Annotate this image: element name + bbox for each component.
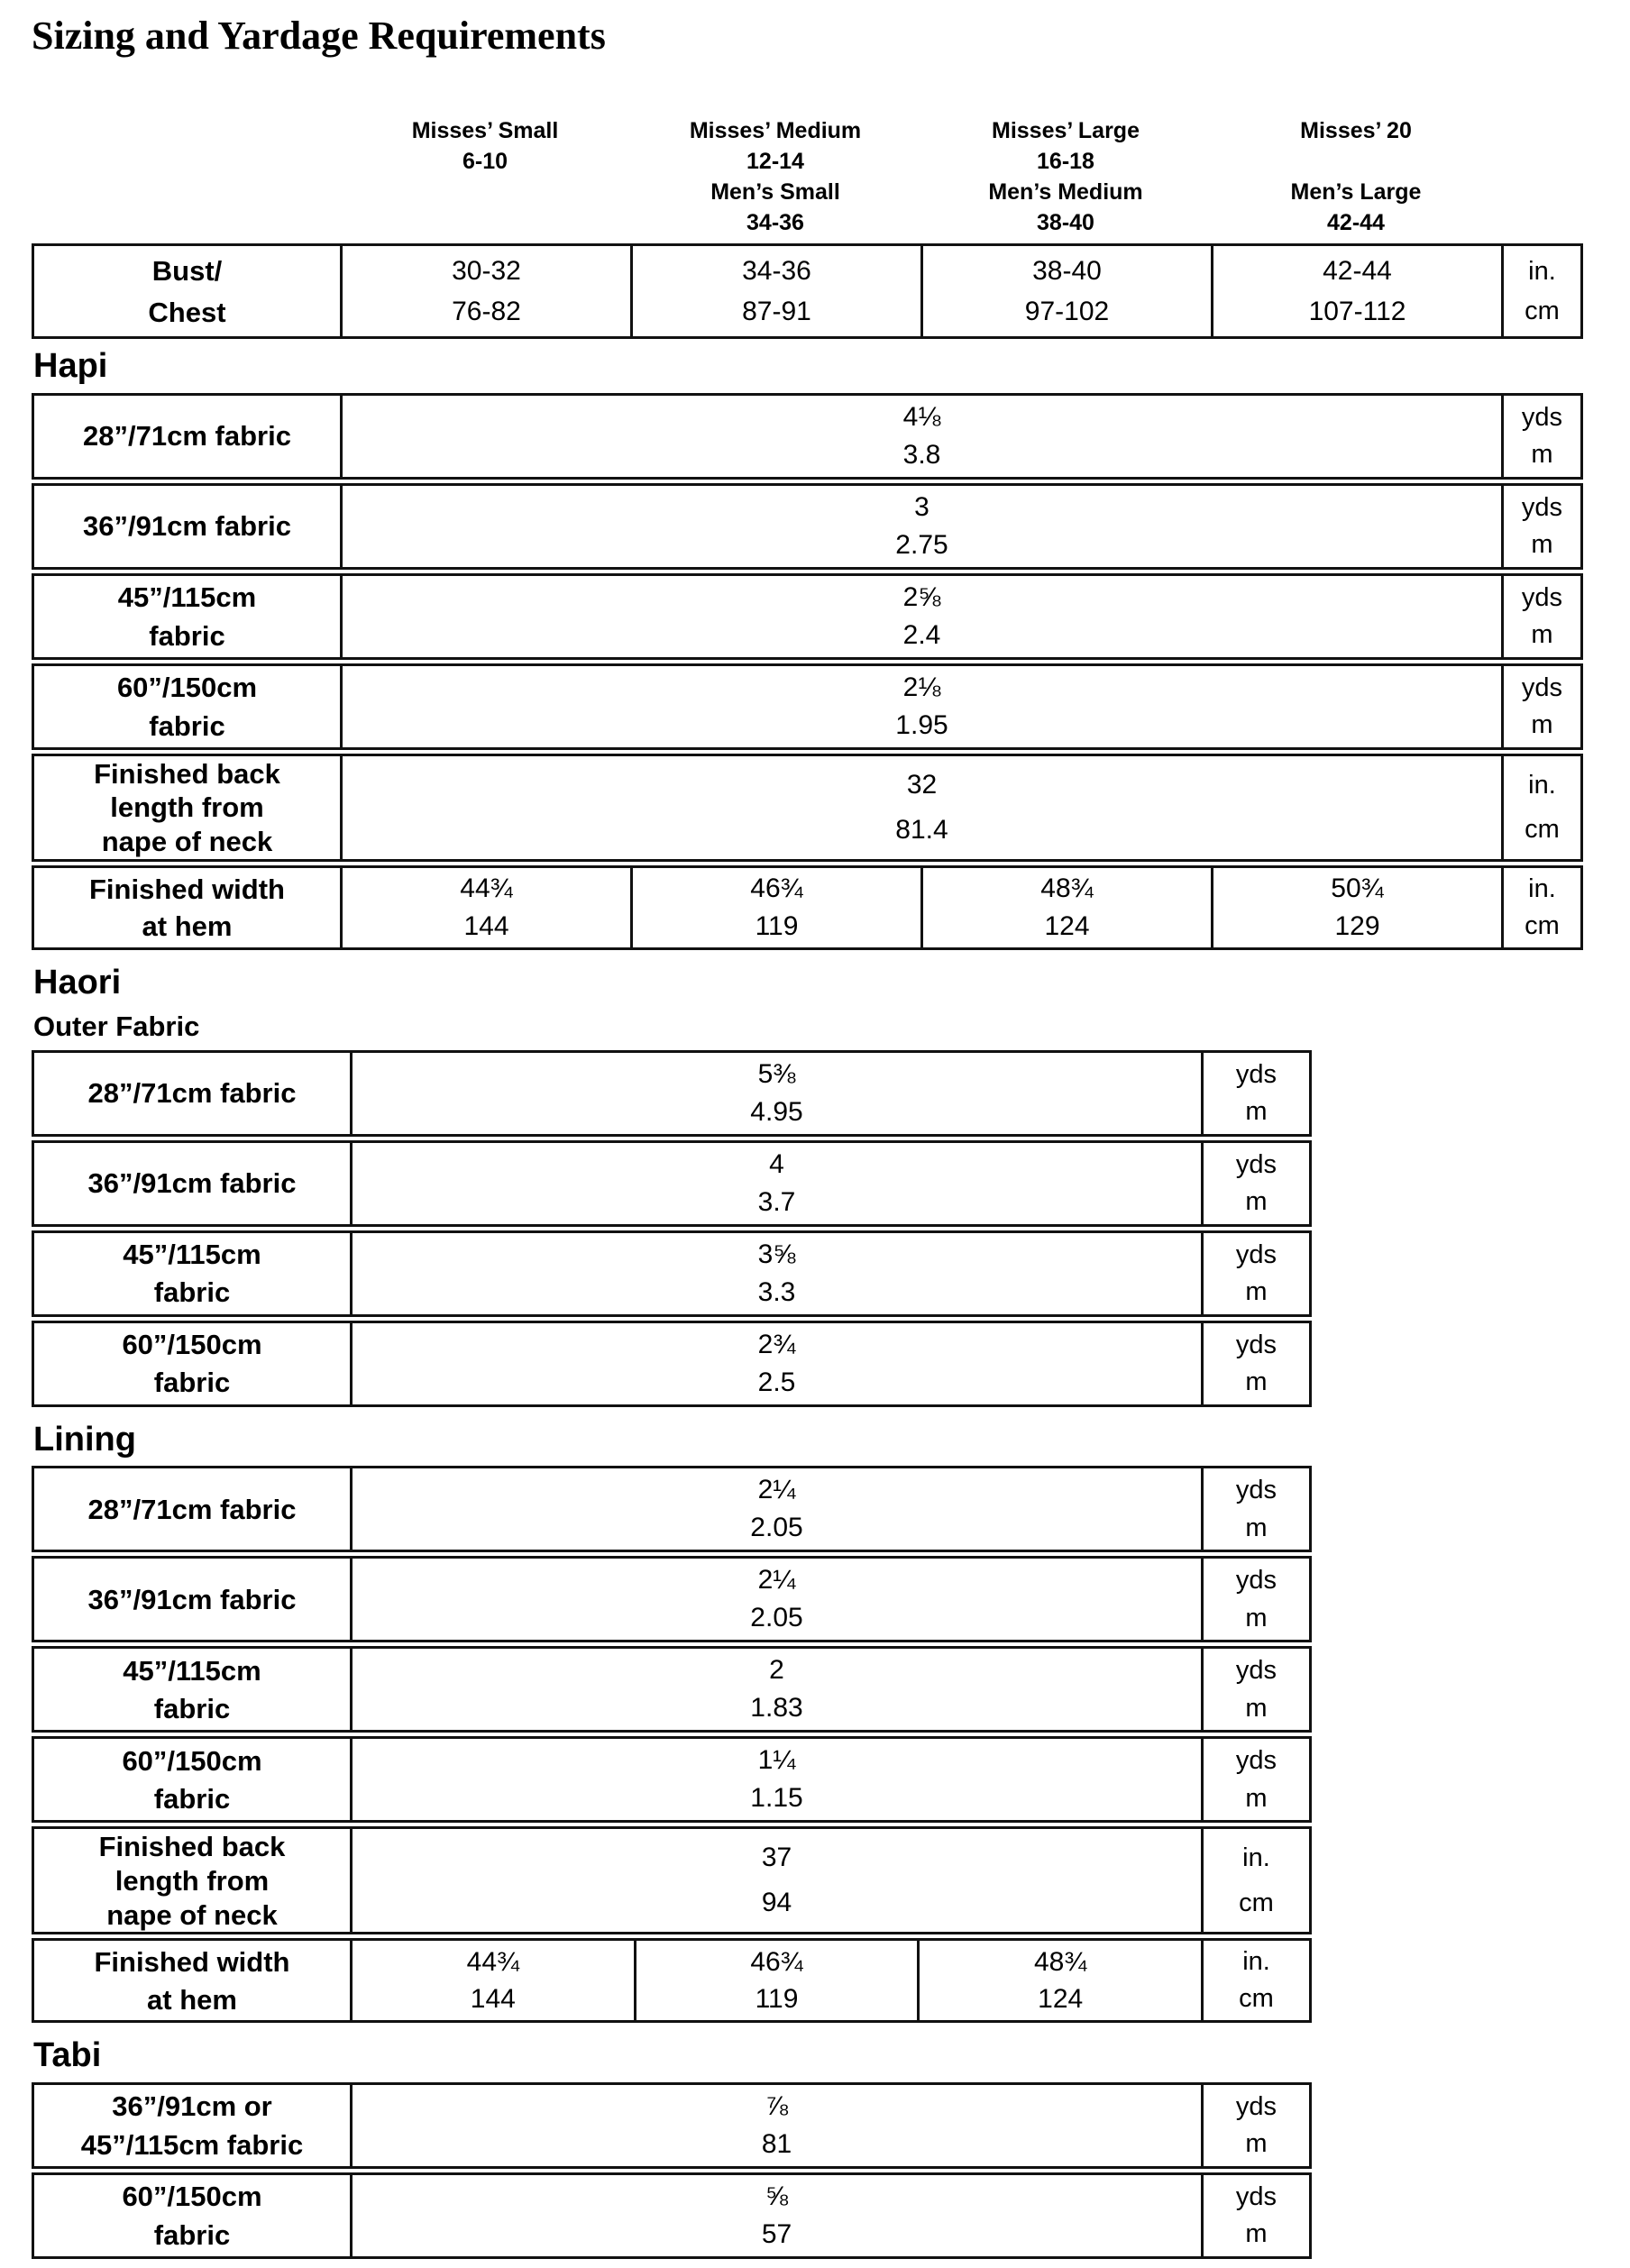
value-yards: ⅞ (765, 2090, 789, 2121)
value-inches: 48¾ (1040, 873, 1094, 904)
hapi-fabric-row-45 (32, 573, 1583, 660)
value-yards: 2⅛ (902, 672, 941, 702)
size-range (340, 207, 630, 238)
value-yards: 2¼ (757, 1475, 796, 1505)
unit-imperial: in. (1528, 874, 1556, 904)
value-yards: 5⅜ (757, 1058, 796, 1089)
size-name: Men’s Small (710, 179, 840, 206)
label-line: Finished width (89, 873, 285, 905)
value-inches: 37 (761, 1843, 792, 1873)
unit-cell (1201, 1233, 1309, 1314)
yardage-cell (350, 1739, 1201, 1820)
unit-metric: cm (1525, 911, 1560, 941)
unit-metric: cm (1525, 297, 1560, 326)
label-line: fabric (153, 1692, 231, 1724)
haori-fabric-row-36 (32, 1140, 1312, 1227)
size-name: Misses’ Small (411, 118, 559, 144)
unit-metric: m (1531, 440, 1553, 470)
row-label (34, 756, 340, 859)
unit-cell (1501, 396, 1580, 477)
yardage-cell (350, 1233, 1201, 1314)
value-meters: 3.3 (757, 1276, 796, 1307)
size-name: Misses’ Medium (689, 118, 862, 144)
value-meters: 2.4 (902, 619, 941, 650)
yardage-cell (350, 1559, 1201, 1640)
unit-metric: cm (1239, 1984, 1274, 2014)
row-label (34, 1739, 350, 1820)
value-yards: ⅝ (765, 2181, 789, 2211)
tabi-fabric-row-60 (32, 2172, 1312, 2259)
value-meters: 2.75 (895, 529, 948, 560)
label-line: 60”/150cm (122, 1744, 262, 1777)
unit-imperial: in. (1242, 1843, 1270, 1873)
lining-fabric-row-60 (32, 1736, 1312, 1823)
value-cm: 107-112 (1308, 297, 1406, 327)
yardage-cell (350, 1323, 1201, 1404)
label-line: Finished width (94, 1945, 290, 1978)
size-name: Misses’ Large (992, 118, 1140, 144)
unit-metric: m (1245, 1693, 1268, 1723)
row-label (34, 666, 340, 747)
size-name: Men’s Medium (988, 179, 1143, 206)
yardage-cell (340, 396, 1501, 477)
value-cm: 94 (761, 1888, 792, 1918)
value-inches: 46¾ (750, 1946, 803, 1977)
size-range: 12-14 (746, 149, 804, 175)
size-name: Men’s Large (1290, 179, 1422, 206)
label-line: length from (110, 791, 264, 824)
width-col-1 (340, 868, 630, 947)
haori-fabric-row-60 (32, 1321, 1312, 1407)
unit-metric: cm (1239, 1888, 1274, 1917)
row-label (34, 396, 340, 477)
row-label (34, 1559, 350, 1640)
unit-cell (1201, 1829, 1309, 1932)
label-line: 60”/150cm (122, 2181, 262, 2213)
size-range: 42-44 (1327, 210, 1385, 236)
label-line: 45”/115cm fabric (80, 2128, 304, 2161)
yardage-cell (340, 486, 1501, 567)
tabi-fabric-row-36-45 (32, 2082, 1312, 2169)
size-header-spacer (1501, 115, 1583, 238)
haori-fabric-row-28 (32, 1050, 1312, 1137)
unit-cell (1201, 1941, 1309, 2020)
hapi-back-length-row (32, 754, 1583, 862)
label-line: fabric (153, 1367, 231, 1399)
row-label (34, 1649, 350, 1730)
label-line: 45”/115cm (123, 1654, 261, 1687)
unit-metric: m (1245, 2219, 1268, 2249)
unit-cell (1501, 246, 1580, 336)
width-col-3 (917, 1941, 1201, 2020)
value-inches: 38-40 (1032, 255, 1102, 286)
unit-imperial: yds (1235, 2181, 1277, 2211)
unit-metric: m (1245, 1367, 1268, 1397)
lining-back-length-row (32, 1826, 1312, 1934)
unit-cell (1501, 868, 1580, 947)
value-inches: 32 (906, 769, 938, 800)
unit-imperial: yds (1521, 492, 1563, 522)
unit-imperial: yds (1235, 2091, 1277, 2121)
label-line: fabric (153, 1276, 231, 1309)
yardage-cell (350, 1053, 1201, 1134)
value-meters: 3.8 (902, 439, 941, 470)
unit-imperial: yds (1521, 672, 1563, 702)
unit-cell (1201, 2085, 1309, 2166)
unit-cell (1201, 1143, 1309, 1224)
value-inches: 44¾ (466, 1946, 520, 1977)
yardage-cell (340, 666, 1501, 747)
unit-cell (1501, 756, 1580, 859)
row-label (34, 1941, 350, 2020)
hapi-finished-width-row (32, 865, 1583, 950)
value-cm: 97-102 (1024, 297, 1110, 327)
unit-metric: m (1531, 530, 1553, 560)
page-title: Sizing and Yardage Requirements (32, 14, 606, 58)
size-range (1211, 146, 1501, 177)
value-yards: 4⅛ (902, 401, 941, 432)
label-line: 28”/71cm fabric (87, 1493, 297, 1525)
value-cm: 81.4 (895, 814, 948, 845)
unit-cell (1501, 576, 1580, 657)
size-header-col-misses-medium (630, 115, 920, 238)
unit-cell (1201, 1649, 1309, 1730)
label-line: 45”/115cm (117, 581, 257, 614)
unit-imperial: yds (1235, 1476, 1277, 1505)
row-label (34, 868, 340, 947)
value-inches: 42-44 (1323, 255, 1392, 286)
hapi-fabric-row-36 (32, 483, 1583, 570)
unit-cell (1201, 1468, 1309, 1550)
label-line: nape of neck (106, 1898, 278, 1931)
size-header-col-misses-20 (1211, 115, 1501, 238)
label-line: length from (114, 1864, 270, 1897)
row-label (34, 1829, 350, 1932)
label-line: 60”/150cm (116, 672, 258, 704)
bust-col-3 (920, 246, 1211, 336)
unit-metric: m (1531, 620, 1553, 650)
size-range: 6-10 (462, 149, 508, 175)
bust-col-2 (630, 246, 920, 336)
size-header-col-misses-large (920, 115, 1211, 238)
hapi-fabric-row-60 (32, 663, 1583, 750)
section-heading-tabi: Tabi (33, 2036, 102, 2075)
row-label (34, 1143, 350, 1224)
row-label (34, 2175, 350, 2256)
value-yards: 3 (914, 491, 929, 522)
row-label (34, 576, 340, 657)
width-col-1 (350, 1941, 634, 2020)
section-heading-haori: Haori (33, 963, 122, 1001)
value-yards: 2¾ (757, 1329, 796, 1359)
yardage-cell (350, 2175, 1201, 2256)
label-line: fabric (149, 619, 225, 652)
unit-imperial: yds (1521, 582, 1563, 612)
value-cm: 76-82 (452, 297, 521, 327)
label-line: 28”/71cm fabric (87, 1077, 297, 1110)
lining-fabric-row-36 (32, 1556, 1312, 1642)
yardage-cell (350, 1468, 1201, 1550)
section-heading-lining: Lining (33, 1420, 136, 1459)
label-line: 28”/71cm fabric (83, 420, 291, 453)
value-cm: 119 (755, 910, 799, 941)
label-line: nape of neck (101, 826, 273, 858)
label-line: Finished back (98, 1830, 286, 1862)
unit-metric: cm (1525, 815, 1560, 845)
row-label (34, 1233, 350, 1314)
size-name (340, 177, 630, 207)
size-range: 34-36 (746, 210, 804, 236)
label-line: at hem (147, 1983, 237, 2016)
bust-col-1 (340, 246, 630, 336)
value-meters: 57 (761, 2218, 792, 2249)
unit-imperial: yds (1235, 1746, 1277, 1776)
bust-col-4 (1211, 246, 1501, 336)
value-meters: 2.05 (750, 1603, 803, 1633)
value-cm: 124 (1038, 1984, 1084, 2015)
unit-metric: m (1245, 1513, 1268, 1542)
value-cm: 87-91 (742, 297, 811, 327)
unit-imperial: in. (1242, 1947, 1270, 1977)
label-line: fabric (153, 1782, 231, 1815)
lining-finished-width-row (32, 1938, 1312, 2023)
value-cm: 124 (1044, 910, 1090, 941)
label-line: fabric (149, 709, 225, 742)
unit-imperial: yds (1235, 1059, 1277, 1089)
unit-cell (1501, 486, 1580, 567)
value-yards: 3⅝ (757, 1239, 796, 1269)
unit-metric: m (1245, 1277, 1268, 1307)
unit-imperial: yds (1235, 1566, 1277, 1596)
value-inches: 44¾ (460, 873, 513, 904)
value-inches: 30-32 (452, 255, 521, 286)
measurement-cell (350, 1829, 1201, 1932)
row-label (34, 1323, 350, 1404)
width-col-4 (1211, 868, 1501, 947)
label-line: Finished back (94, 757, 280, 790)
label-line: at hem (142, 910, 233, 943)
row-label (34, 486, 340, 567)
value-meters: 1.15 (750, 1783, 803, 1814)
label-line: Chest (148, 296, 226, 328)
width-col-3 (920, 868, 1211, 947)
value-meters: 2.05 (750, 1513, 803, 1543)
unit-imperial: yds (1235, 1330, 1277, 1359)
row-label (34, 2085, 350, 2166)
label-line: 60”/150cm (122, 1328, 262, 1360)
value-yards: 1¼ (757, 1745, 796, 1776)
value-inches: 50¾ (1331, 873, 1384, 904)
value-yards: 4 (769, 1148, 784, 1179)
section-heading-hapi: Hapi (33, 347, 108, 386)
unit-cell (1201, 1559, 1309, 1640)
label-line: fabric (153, 2218, 231, 2251)
yardage-cell (350, 2085, 1201, 2166)
unit-cell (1201, 1323, 1309, 1404)
unit-metric: m (1531, 710, 1553, 740)
bust-chest-row (32, 243, 1583, 339)
yardage-cell (340, 576, 1501, 657)
value-inches: 34-36 (742, 255, 811, 286)
unit-imperial: yds (1235, 1149, 1277, 1179)
unit-imperial: in. (1528, 256, 1556, 286)
value-meters: 2.5 (757, 1367, 796, 1397)
unit-cell (1201, 2175, 1309, 2256)
size-header (32, 115, 1583, 238)
value-meters: 1.95 (895, 709, 948, 740)
subheading-outer-fabric: Outer Fabric (33, 1010, 200, 1042)
label-line: Bust/ (151, 254, 223, 287)
value-cm: 129 (1334, 910, 1380, 941)
lining-fabric-row-45 (32, 1646, 1312, 1733)
size-range: 38-40 (1037, 210, 1094, 236)
lining-fabric-row-28 (32, 1466, 1312, 1552)
value-inches: 46¾ (750, 873, 803, 904)
haori-fabric-row-45 (32, 1230, 1312, 1317)
measurement-cell (340, 756, 1501, 859)
label-line: 36”/91cm fabric (87, 1583, 297, 1615)
row-label (34, 246, 340, 336)
value-cm: 144 (463, 910, 509, 941)
value-cm: 144 (470, 1984, 516, 2015)
value-cm: 119 (755, 1984, 799, 2015)
unit-metric: m (1245, 1097, 1268, 1127)
unit-cell (1201, 1053, 1309, 1134)
unit-imperial: yds (1235, 1656, 1277, 1686)
size-name: Misses’ 20 (1300, 118, 1412, 144)
yardage-cell (350, 1649, 1201, 1730)
value-meters: 81 (761, 2128, 792, 2159)
label-line: 36”/91cm or (112, 2090, 272, 2123)
unit-metric: m (1245, 1783, 1268, 1813)
row-label (34, 1053, 350, 1134)
value-meters: 3.7 (757, 1186, 796, 1217)
width-col-2 (634, 1941, 918, 2020)
width-col-2 (630, 868, 920, 947)
value-yards: 2⅝ (902, 581, 941, 612)
unit-cell (1201, 1739, 1309, 1820)
label-line: 36”/91cm fabric (83, 510, 291, 543)
value-inches: 48¾ (1033, 1946, 1087, 1977)
unit-metric: m (1245, 2129, 1268, 2159)
unit-imperial: yds (1521, 402, 1563, 432)
unit-cell (1501, 666, 1580, 747)
value-meters: 1.83 (750, 1693, 803, 1724)
size-header-spacer (32, 115, 340, 238)
row-label (34, 1468, 350, 1550)
label-line: 36”/91cm fabric (87, 1167, 297, 1200)
value-meters: 4.95 (750, 1096, 803, 1127)
unit-metric: m (1245, 1603, 1268, 1632)
unit-imperial: in. (1528, 770, 1556, 800)
yardage-cell (350, 1143, 1201, 1224)
value-yards: 2 (769, 1655, 784, 1686)
size-header-col-misses-small (340, 115, 630, 238)
size-range: 16-18 (1037, 149, 1094, 175)
unit-imperial: yds (1235, 1239, 1277, 1269)
hapi-fabric-row-28 (32, 393, 1583, 480)
unit-metric: m (1245, 1187, 1268, 1217)
value-yards: 2¼ (757, 1565, 796, 1596)
label-line: 45”/115cm (123, 1238, 261, 1270)
